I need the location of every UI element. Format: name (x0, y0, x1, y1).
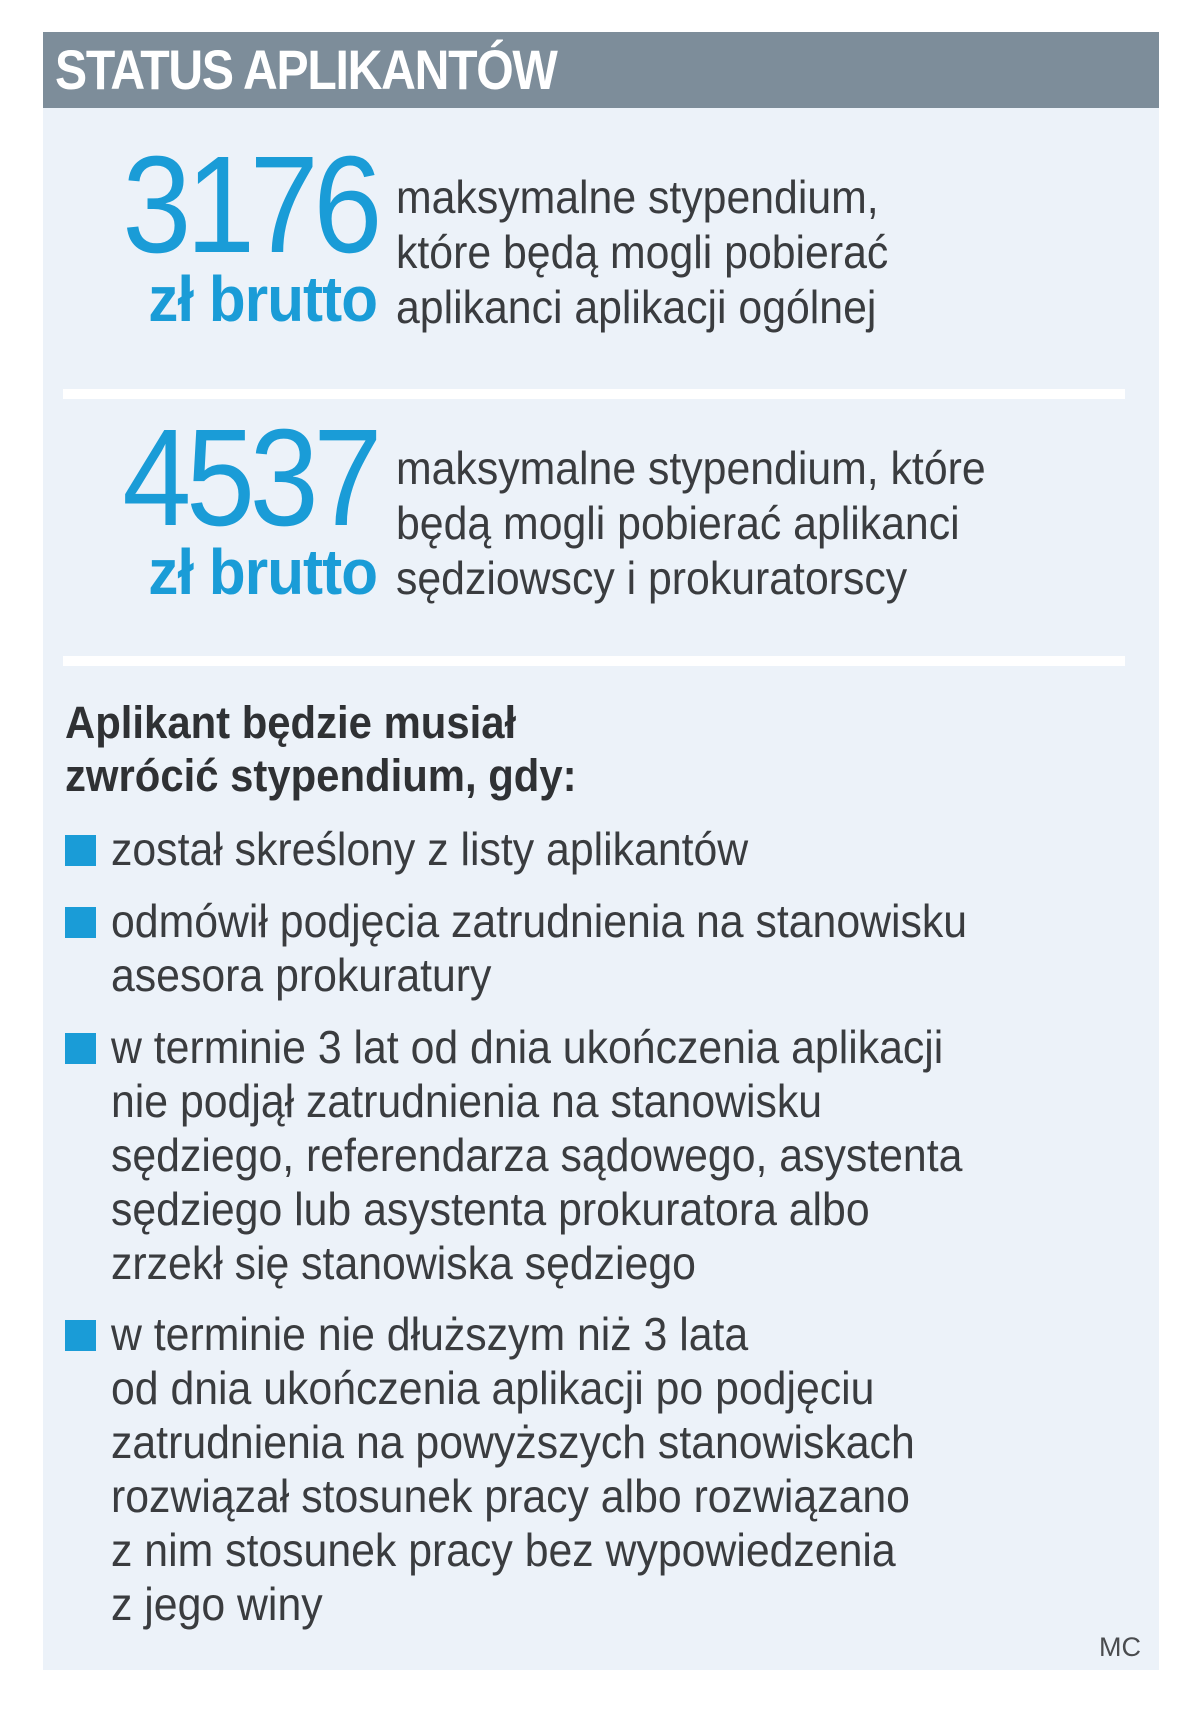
stat-description (396, 441, 986, 606)
condition-line: zrzekł się stanowiska sędziego (111, 1237, 696, 1289)
conditions-heading-line: Aplikant będzie musiał (65, 697, 517, 748)
infographic-card (43, 32, 1159, 1670)
stat-description-line: sędziowscy i prokuratorscy (396, 552, 908, 604)
source-credit: MC (1099, 1632, 1141, 1662)
condition-line: w terminie 3 lat od dnia ukończenia aplikacji (111, 1021, 944, 1073)
condition-text (111, 1020, 962, 1290)
stat-description-line: maksymalne stypendium, które (396, 442, 986, 494)
stat-value: 4537 (122, 401, 377, 555)
stat-description-line: będą mogli pobierać aplikanci (396, 497, 960, 549)
stat-description (396, 170, 888, 335)
bullet-square-icon (65, 907, 96, 938)
condition-line: z jego winy (111, 1578, 323, 1630)
condition-line: rozwiązał stosunek pracy albo rozwiązano (111, 1470, 910, 1522)
stat-value: 3176 (122, 128, 377, 282)
condition-line: zatrudnienia na powyższych stanowiskach (111, 1416, 915, 1468)
stat-unit: zł brutto (148, 263, 377, 335)
condition-line: sędziego lub asystenta prokuratora albo (111, 1183, 870, 1235)
conditions-heading (65, 696, 577, 802)
condition-line: z nim stosunek pracy bez wypowiedzenia (111, 1524, 896, 1576)
condition-text (111, 822, 748, 876)
condition-line: asesora prokuratury (111, 949, 492, 1001)
conditions-heading-line: zwrócić stypendium, gdy: (65, 750, 577, 801)
bullet-square-icon (65, 1320, 96, 1351)
stat-description-line: aplikanci aplikacji ogólnej (396, 281, 877, 333)
header-bar (43, 32, 1159, 108)
condition-text (111, 1307, 915, 1631)
condition-line: odmówił podjęcia zatrudnienia na stanowisku (111, 895, 968, 947)
condition-line: nie podjął zatrudnienia na stanowisku (111, 1075, 823, 1127)
condition-line: sędziego, referendarza sądowego, asystenta (111, 1129, 963, 1181)
bullet-square-icon (65, 1033, 96, 1064)
stat-figure (43, 128, 377, 335)
stat-figure (43, 401, 377, 608)
page-title: STATUS APLIKANTÓW (55, 38, 557, 101)
condition-line: w terminie nie dłuższym niż 3 lata (111, 1308, 749, 1360)
section-divider (63, 656, 1125, 666)
stat-unit: zł brutto (148, 536, 377, 608)
section-divider (63, 389, 1125, 399)
stat-description-line: maksymalne stypendium, (396, 171, 879, 223)
bullet-square-icon (65, 835, 96, 866)
condition-line: został skreślony z listy aplikantów (111, 823, 749, 875)
stat-description-line: które będą mogli pobierać (396, 226, 889, 278)
condition-line: od dnia ukończenia aplikacji po podjęciu (111, 1362, 875, 1414)
condition-text (111, 894, 967, 1002)
